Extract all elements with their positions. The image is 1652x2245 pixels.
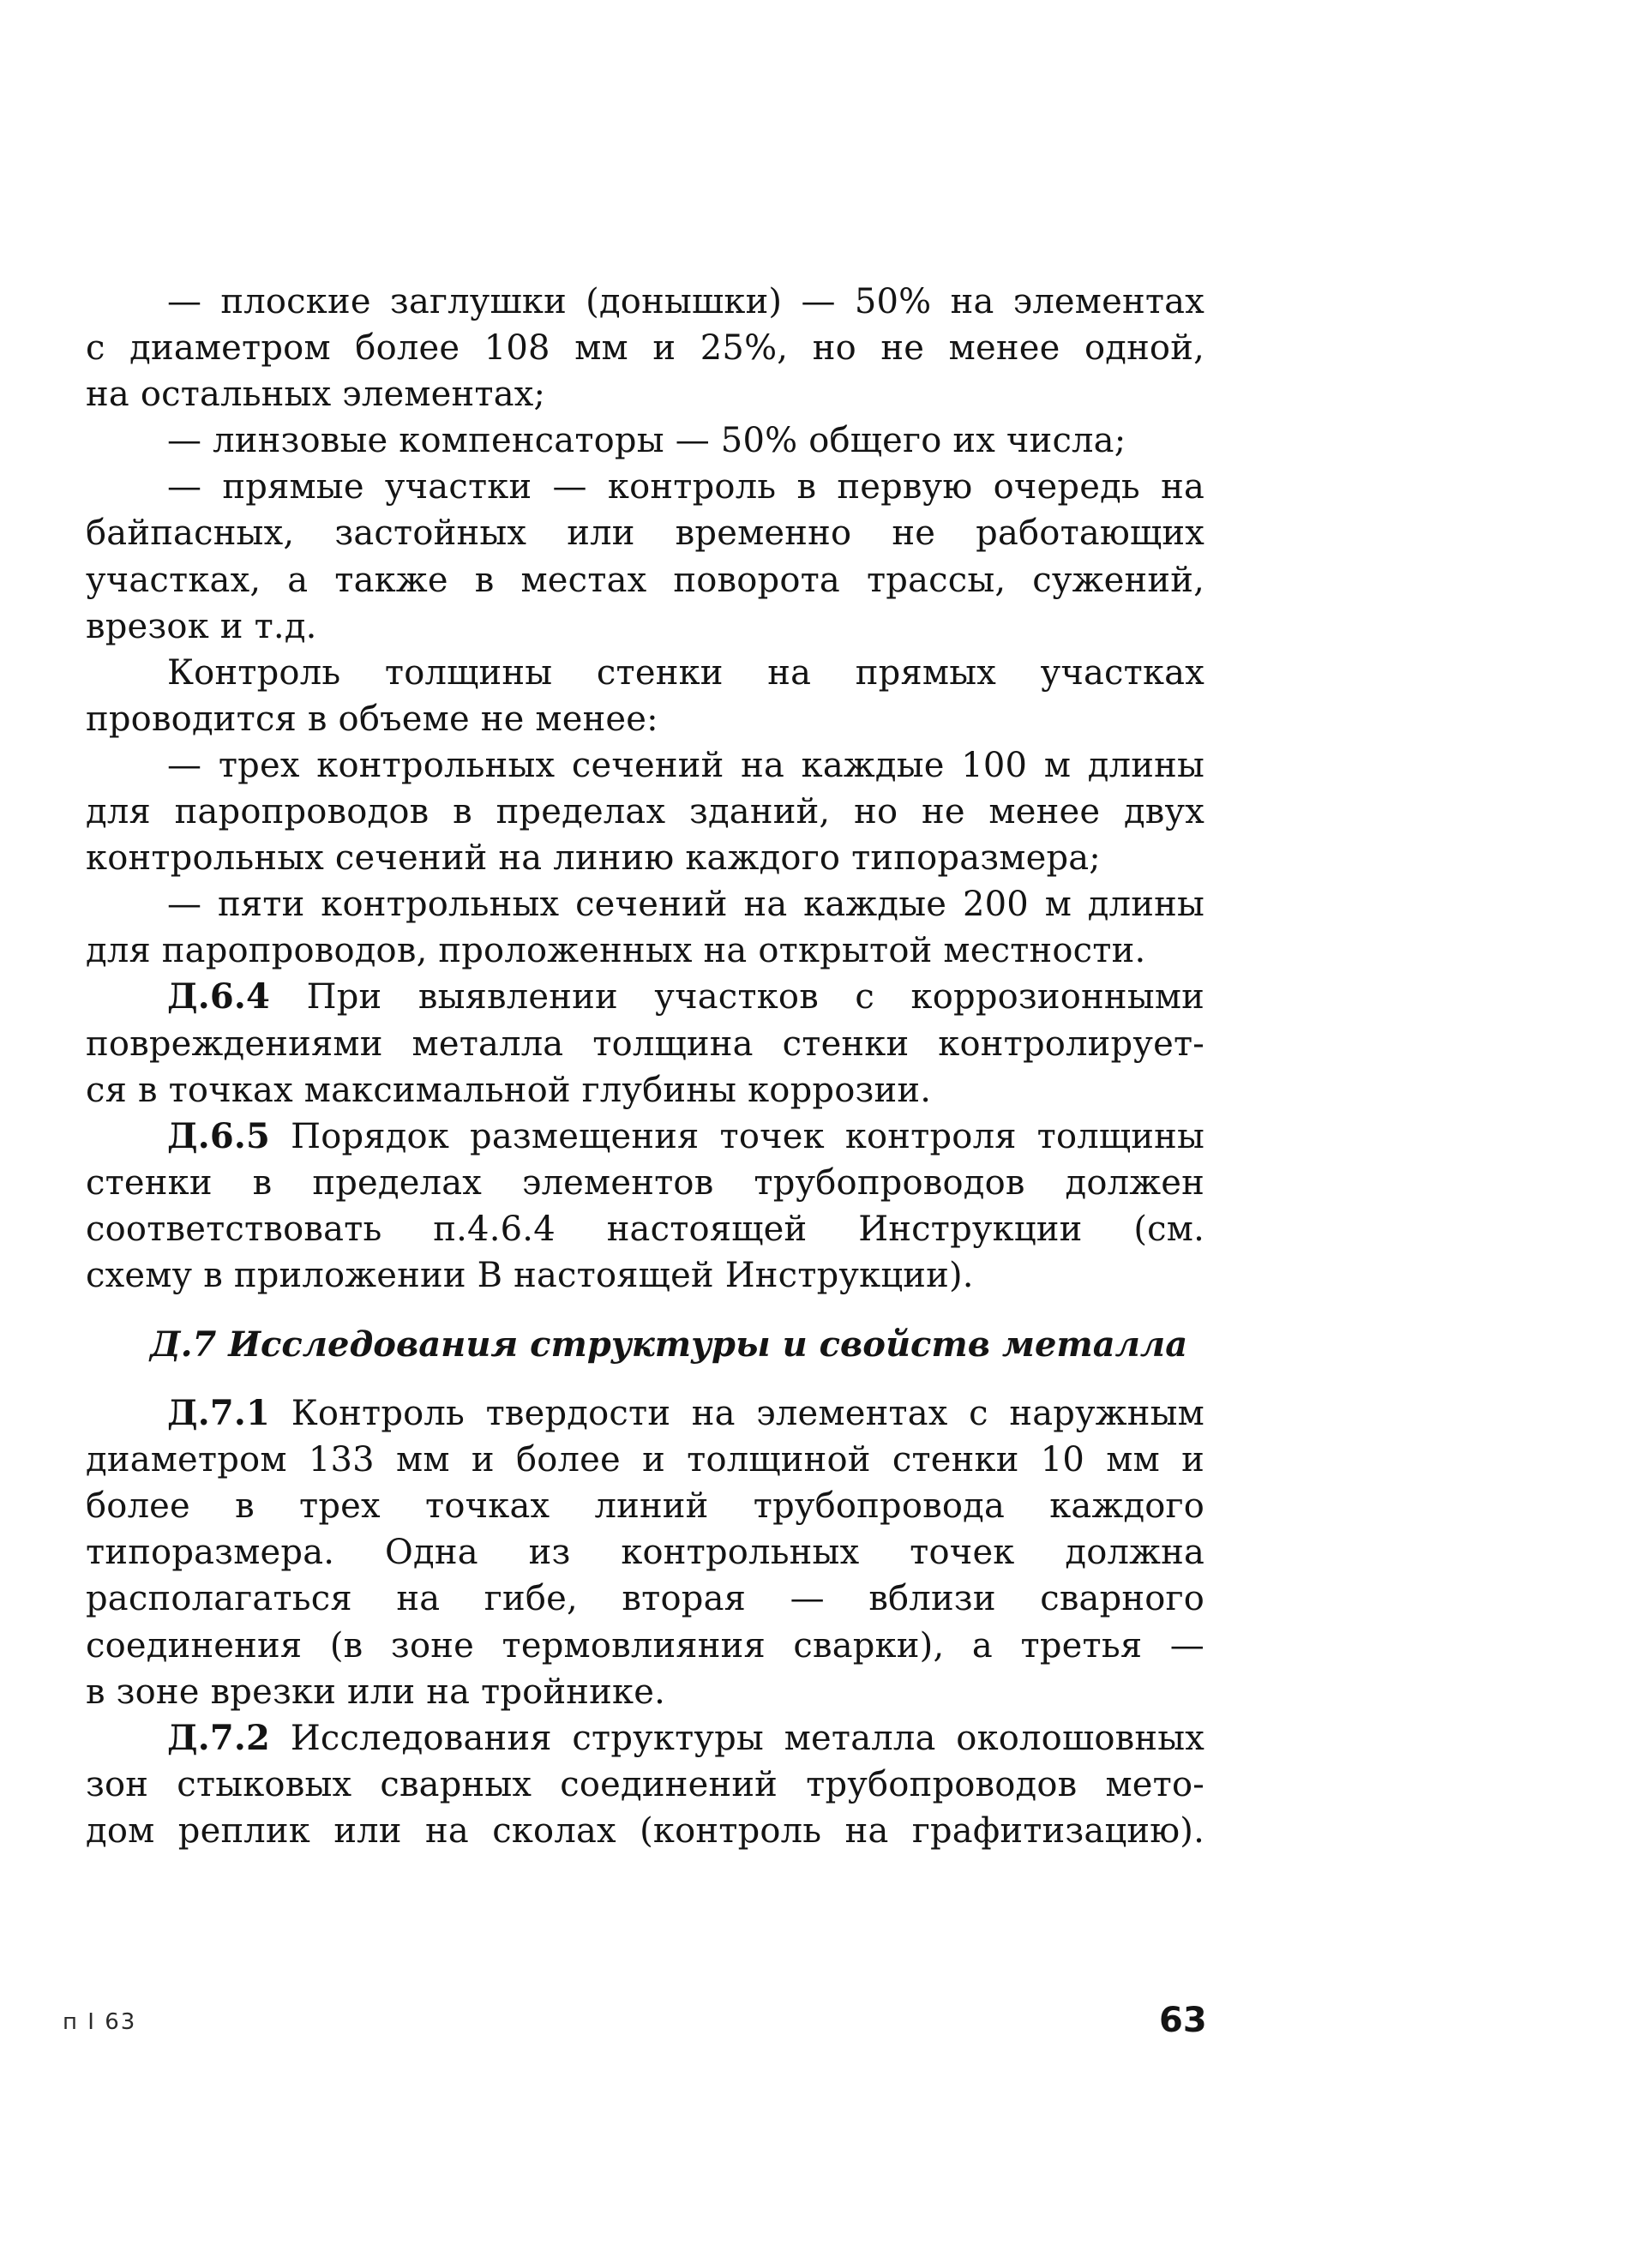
- text-line: байпасных, застойных или временно не работающих: [86, 513, 1204, 554]
- text-line: с диаметром более 108 мм и 25%, но не менее одной,: [86, 328, 1204, 369]
- section-number: Д.6.4: [167, 976, 271, 1017]
- text-line: проводится в объеме не менее:: [86, 699, 658, 739]
- text-span: Контроль твердости на элементах с наружным: [291, 1394, 1204, 1434]
- text-line: соответствовать п.4.6.4 настоящей Инструкции (см.: [86, 1209, 1204, 1249]
- text-line: в зоне врезки или на тройнике.: [86, 1672, 666, 1712]
- text-span: Порядок размещения точек контроля толщины: [291, 1116, 1204, 1156]
- paragraph-d65-first-line: [86, 1113, 1204, 1160]
- paragraph-d64-first-line: [86, 974, 1204, 1020]
- text-line: на остальных элементах;: [86, 375, 546, 415]
- paragraph-d72-first-line: [86, 1715, 1204, 1762]
- text-line: дом реплик или на сколах (контроль на графитизацию).: [86, 1810, 1204, 1851]
- text-line: участках, а также в местах поворота трассы, сужений,: [86, 560, 1204, 600]
- text-line: — пяти контрольных сечений на каждые 200 м длины: [167, 885, 1204, 925]
- text-line: — линзовые компенсаторы — 50% общего их числа;: [167, 421, 1126, 461]
- page-footer: [0, 2001, 1652, 2044]
- text-line: — трех контрольных сечений на каждые 100 м длины: [167, 745, 1204, 785]
- body-text: [86, 279, 1204, 1854]
- section-number: Д.7.1: [167, 1393, 271, 1434]
- section-number: Д.6.5: [167, 1115, 271, 1156]
- section-heading: Д.7 Исследования структуры и свойств металла: [150, 1324, 1188, 1366]
- text-line: ся в точках максимальной глубины коррозии.: [86, 1070, 932, 1110]
- text-line: соединения (в зоне термовлияния сварки), а третья —: [86, 1625, 1204, 1666]
- text-line: стенки в пределах элементов трубопроводов должен: [86, 1162, 1204, 1203]
- text-span: Исследования структуры металла околошовных: [290, 1718, 1204, 1758]
- text-line: диаметром 133 мм и более и толщиной стенки 10 мм и: [86, 1440, 1204, 1480]
- text-line: — прямые участки — контроль в первую очередь на: [167, 467, 1204, 507]
- text-line: Контроль толщины стенки на прямых участках: [167, 652, 1204, 693]
- text-line: типоразмера. Одна из контрольных точек должна: [86, 1533, 1204, 1573]
- text-line: для паропроводов, проложенных на открытой местности.: [86, 931, 1146, 971]
- page-number: 63: [1159, 2001, 1207, 2040]
- text-line: повреждениями металла толщина стенки контролирует-: [86, 1023, 1204, 1064]
- section-number: Д.7.2: [167, 1717, 271, 1758]
- text-line: врезок и т.д.: [86, 606, 317, 646]
- text-line: контрольных сечений на линию каждого типоразмера;: [86, 838, 1101, 879]
- text-line: для паропроводов в пределах зданий, но не менее двух: [86, 792, 1204, 832]
- text-line: более в трех точках линий трубопровода каждого: [86, 1486, 1204, 1527]
- text-line: схему в приложении В настоящей Инструкции).: [86, 1255, 974, 1295]
- paragraph-d71-first-line: [86, 1390, 1204, 1437]
- text-line: — плоские заглушки (донышки) — 50% на элементах: [167, 282, 1204, 321]
- text-span: При выявлении участков с коррозионными: [306, 977, 1204, 1017]
- text-line: располагаться на гибе, вторая — вблизи сварного: [86, 1579, 1204, 1619]
- text-line: зон стыковых сварных соединений трубопроводов мето-: [86, 1764, 1204, 1804]
- footer-code: п I 63: [63, 2009, 137, 2035]
